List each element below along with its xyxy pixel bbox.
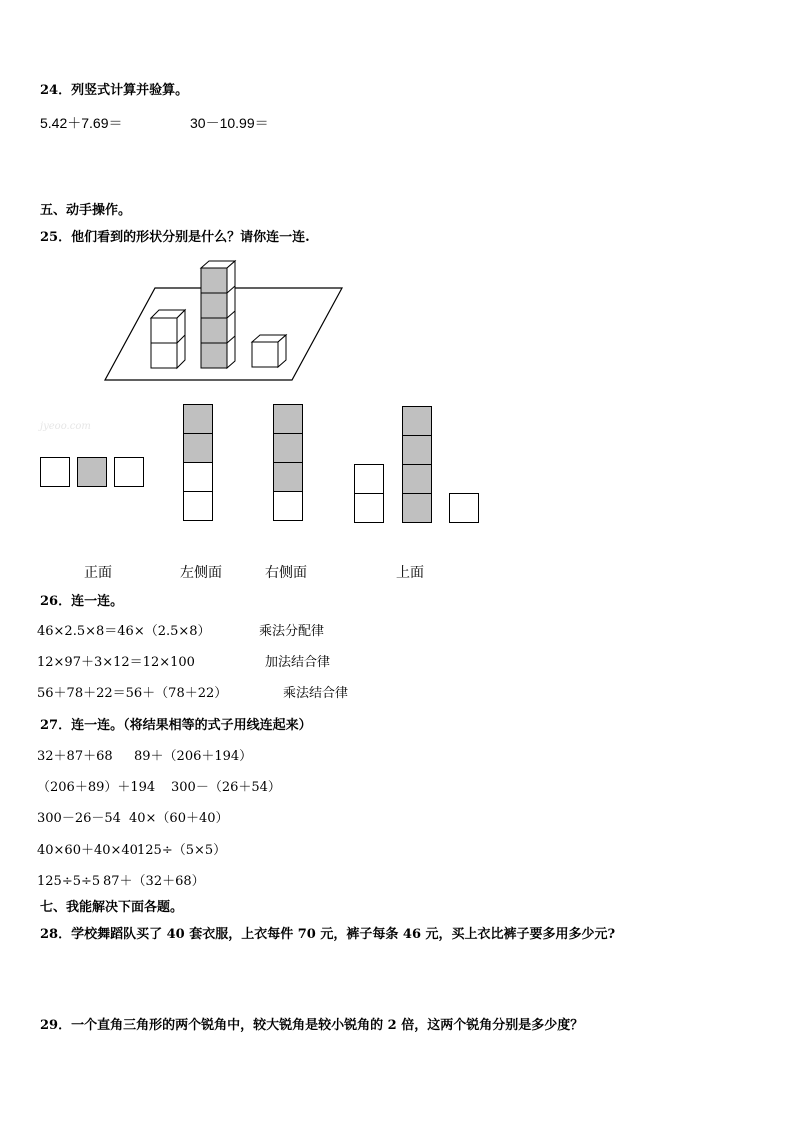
- view-c-square-4: [273, 491, 303, 521]
- view-d-left-square-1: [354, 464, 384, 494]
- view-b-square-1: [183, 404, 213, 434]
- q27-right-4[interactable]: 125÷（5×5）: [137, 843, 227, 858]
- view-a-square-2: [77, 457, 107, 487]
- label-top: 上面: [396, 564, 424, 580]
- tall-cube-stack: [201, 261, 235, 368]
- q27-left-4[interactable]: 40×60＋40×40: [37, 843, 138, 858]
- section-7-title: 七、我能解决下面各题。: [40, 900, 184, 915]
- q26-expr-2[interactable]: 12×97＋3×12＝12×100: [37, 655, 195, 670]
- label-front: 正面: [84, 564, 112, 580]
- view-d-mid-square-2: [402, 435, 432, 465]
- q27-title: 27．连一连。（将结果相等的式子用线连起来）: [40, 718, 312, 733]
- q27-right-3[interactable]: 40×（60＋40）: [129, 811, 229, 826]
- view-b-square-3: [183, 462, 213, 492]
- view-d-mid-square-1: [402, 406, 432, 436]
- q26-expr-1[interactable]: 46×2.5×8＝46×（2.5×8）: [37, 624, 211, 639]
- view-b-square-4: [183, 491, 213, 521]
- section-5-title: 五、动手操作。: [40, 203, 132, 218]
- q29-text: 29．一个直角三角形的两个锐角中，较大锐角是较小锐角的 2 倍，这两个锐角分别是多少度？: [40, 1018, 584, 1033]
- q25-title: 25．他们看到的形状分别是什么？请你连一连.: [40, 230, 310, 245]
- q27-left-3[interactable]: 300－26－54: [37, 811, 121, 826]
- label-left-side: 左侧面: [180, 564, 222, 580]
- q26-law-1[interactable]: 乘法分配律: [259, 624, 325, 639]
- q26-law-2[interactable]: 加法结合律: [265, 655, 331, 670]
- q27-left-5[interactable]: 125÷5÷5: [37, 874, 101, 889]
- q27-right-2[interactable]: 300－（26＋54）: [171, 780, 281, 795]
- left-cube-stack: [151, 310, 185, 368]
- view-d-left-square-2: [354, 493, 384, 523]
- view-c-square-3: [273, 462, 303, 492]
- single-cube: [252, 335, 286, 367]
- q26-title: 26．连一连。: [40, 594, 124, 609]
- q24-expr-2: 30－10.99＝: [190, 115, 269, 131]
- view-c-square-1: [273, 404, 303, 434]
- q28-text: 28．学校舞蹈队买了 40 套衣服，上衣每件 70 元，裤子每条 46 元，买上衣比裤子要多用多少元?: [40, 927, 616, 942]
- q24-expr-1: 5.42＋7.69＝: [40, 115, 123, 131]
- q26-law-3[interactable]: 乘法结合律: [283, 686, 349, 701]
- q27-right-5[interactable]: 87＋（32＋68）: [103, 874, 205, 889]
- q27-left-2[interactable]: （206＋89）＋194: [37, 780, 156, 795]
- view-a-square-1: [40, 457, 70, 487]
- q26-expr-3[interactable]: 56＋78＋22＝56＋（78＋22）: [37, 686, 228, 701]
- watermark: jyeoo.com: [40, 421, 91, 432]
- view-a-square-3: [114, 457, 144, 487]
- view-d-right-square: [449, 493, 479, 523]
- view-d-mid-square-4: [402, 493, 432, 523]
- cube-arrangement-figure: [100, 258, 350, 384]
- label-right-side: 右侧面: [265, 564, 307, 580]
- view-b-square-2: [183, 433, 213, 463]
- q27-right-1[interactable]: 89＋（206＋194）: [134, 749, 253, 764]
- view-c-square-2: [273, 433, 303, 463]
- q27-left-1[interactable]: 32＋87＋68: [37, 749, 113, 764]
- q24-title: 24．列竖式计算并验算。: [40, 83, 189, 98]
- view-d-mid-square-3: [402, 464, 432, 494]
